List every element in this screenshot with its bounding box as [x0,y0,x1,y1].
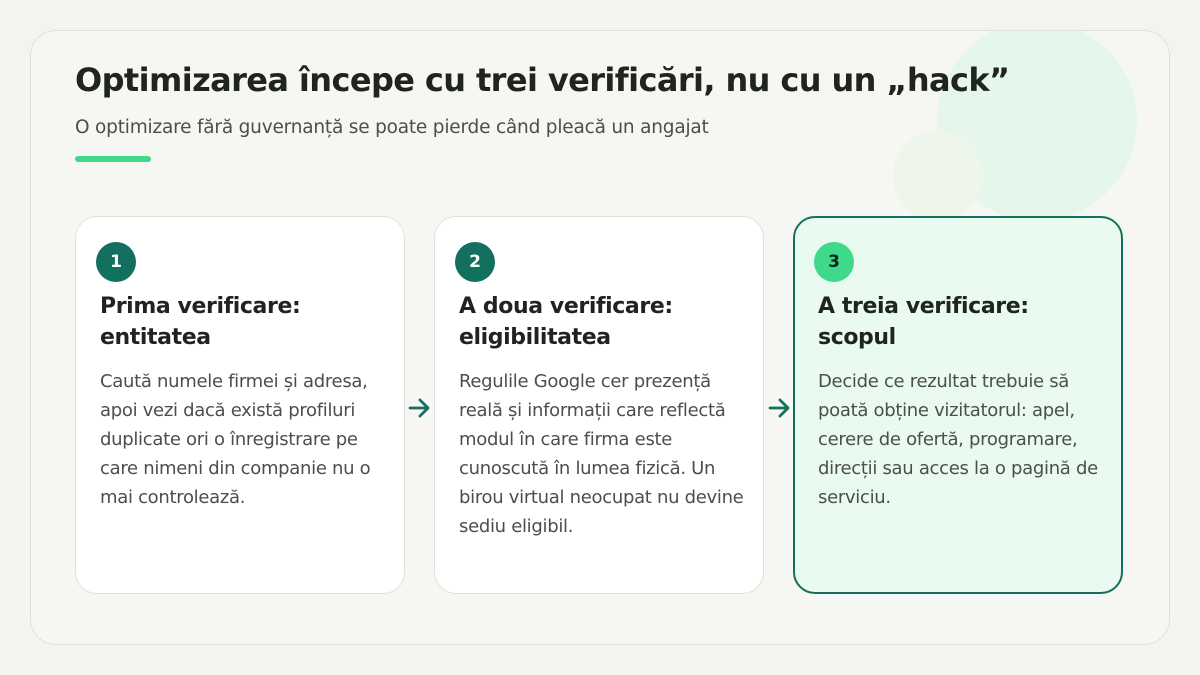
step-number-badge: 3 [814,242,854,282]
title-accent-bar [75,156,151,162]
slide-frame [30,30,1170,645]
step-title: A doua verificare: eligibilitatea [459,294,673,350]
arrow-right-icon [407,397,433,419]
page-title: Optimizarea începe cu trei verificări, nu cu un „hack” [75,61,1010,99]
step-card-2 [434,216,764,594]
step-number-badge: 2 [455,242,495,282]
step-number-badge: 1 [96,242,136,282]
step-description: Caută numele firmei și adresa, apoi vezi dacă există profiluri duplicate ori o înregistrare pe care nimeni din companie nu o mai controlează. [100,371,371,508]
step-card-3 [793,216,1123,594]
step-title: A treia verificare: scopul [818,294,1029,350]
decorative-circle-small [893,131,983,221]
arrow-right-icon [767,397,793,419]
step-description: Decide ce rezultat trebuie să poată obține vizitatorul: apel, cerere de ofertă, programare, direcții sau acces la o pagină de serviciu. [818,371,1098,508]
step-description: Regulile Google cer prezență reală și informații care reflectă modul în care firma este cunoscută în lumea fizică. Un birou virtual neocupat nu devine sediu eligibil. [459,371,744,537]
step-title: Prima verificare: entitatea [100,294,301,350]
step-card-1 [75,216,405,594]
page-subtitle: O optimizare fără guvernanță se poate pierde când pleacă un angajat [75,117,709,138]
